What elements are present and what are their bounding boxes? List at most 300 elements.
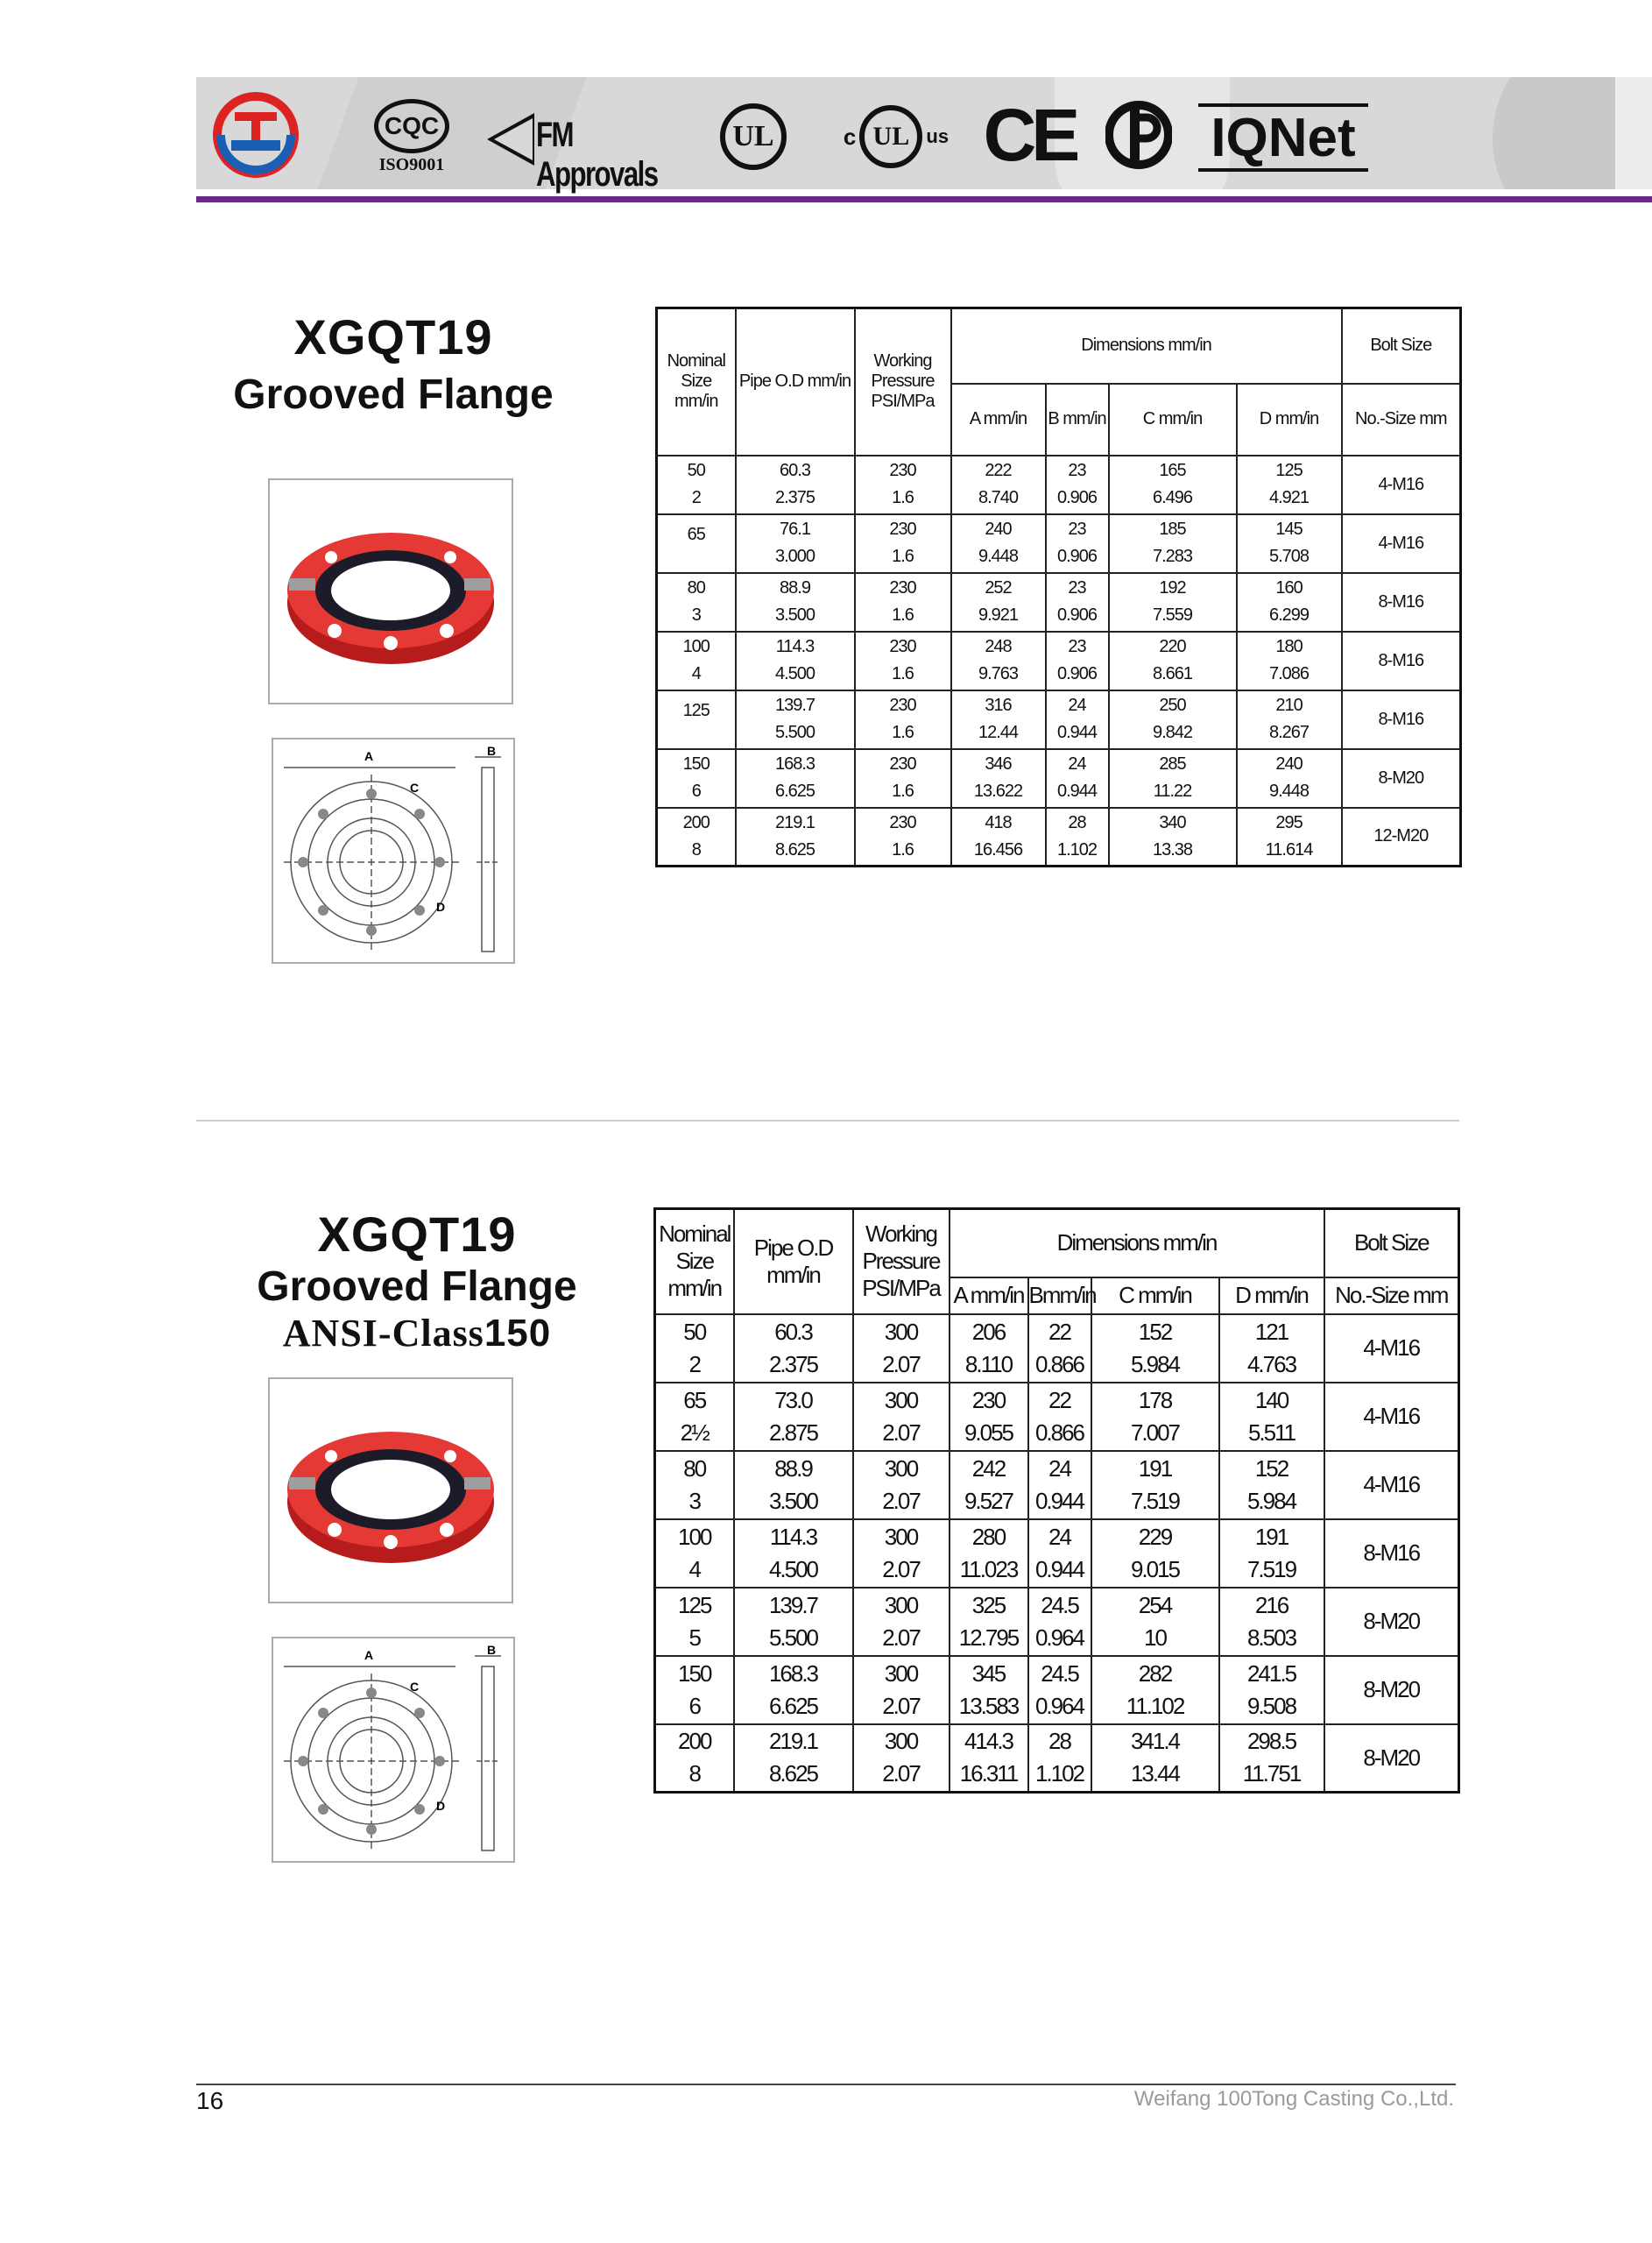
cell-value: 152 <box>1254 1454 1288 1482</box>
cell-c <box>1091 1314 1219 1383</box>
cell-value: 125 <box>1275 460 1303 480</box>
cell-value: 88.9 <box>780 577 810 598</box>
cell-value: 9.448 <box>1268 782 1310 802</box>
cell-wp <box>853 1451 950 1519</box>
cell-d <box>1219 1656 1324 1724</box>
cell-value: 230 <box>889 519 916 539</box>
cell-value: 5.511 <box>1247 1419 1295 1446</box>
cell-nom <box>657 690 736 749</box>
cell-value: 5.500 <box>768 1624 818 1651</box>
cul-us-label: us <box>926 125 950 147</box>
cell-value: 24.5 <box>1041 1591 1078 1618</box>
pc-mark-logo <box>1105 95 1172 175</box>
cul-c-label: c <box>843 123 857 150</box>
drawing-label-a: A <box>364 749 374 763</box>
header-pipe-od: Pipe O.D mm/in <box>734 1209 853 1314</box>
cell-value: 6 <box>688 1692 700 1719</box>
table-row <box>655 1314 1459 1383</box>
drawing-label-c: C <box>410 1680 420 1694</box>
cell-value: 9.921 <box>978 605 1019 626</box>
cell-nom <box>657 514 736 573</box>
cell-value: 8 <box>688 1760 700 1787</box>
header-dim-c: C mm/in <box>1109 384 1237 456</box>
cul-ul-label: UL <box>859 105 922 168</box>
cell-value: 3 <box>688 1487 700 1514</box>
cell-value: 414.3 <box>964 1728 1013 1755</box>
cell-b <box>1028 1519 1091 1588</box>
cell-wp <box>855 632 951 690</box>
cell-value: 341.4 <box>1130 1728 1180 1755</box>
cell-value: 140 <box>1254 1386 1288 1413</box>
cell-nom <box>655 1383 734 1451</box>
cell-od <box>736 456 855 514</box>
company-name: Weifang 100Tong Casting Co.,Ltd. <box>1133 2087 1454 2111</box>
cell-value: 65 <box>687 524 705 544</box>
cell-bolt: 8-M20 <box>1324 1588 1459 1656</box>
table-row <box>655 1451 1459 1519</box>
cell-value: 7.519 <box>1246 1555 1296 1582</box>
cell-value: 229 <box>1138 1523 1172 1550</box>
cell-b <box>1028 1656 1091 1724</box>
cell-c <box>1091 1588 1219 1656</box>
cell-value: 24 <box>1068 754 1086 774</box>
cell-value: 2.875 <box>768 1419 818 1446</box>
cell-value: 60.3 <box>774 1318 812 1345</box>
cell-value: 8.625 <box>774 840 815 860</box>
cell-b <box>1028 1724 1091 1793</box>
cell-nom <box>655 1519 734 1588</box>
section2-class-prefix: ANSI-Class <box>282 1312 484 1355</box>
section2-technical-drawing <box>272 1637 515 1863</box>
footer-rule <box>196 2084 1456 2085</box>
section1-model: XGQT19 <box>293 309 493 364</box>
section-divider <box>196 1120 1459 1122</box>
cell-value: 6 <box>691 782 701 802</box>
cell-wp <box>853 1656 950 1724</box>
iqnet-logo: IQNet <box>1198 103 1368 172</box>
cell-value: 0.906 <box>1056 547 1098 567</box>
cell-c <box>1109 749 1237 808</box>
cell-value: 13.622 <box>973 782 1023 802</box>
cell-bolt: 4-M16 <box>1324 1451 1459 1519</box>
cell-wp <box>853 1588 950 1656</box>
cell-nom <box>655 1656 734 1724</box>
cell-value: 28 <box>1048 1728 1070 1755</box>
cell-od <box>734 1383 853 1451</box>
cell-value: 76.1 <box>780 519 810 539</box>
cell-value: 168.3 <box>774 754 815 774</box>
cell-c <box>1109 808 1237 867</box>
header-pipe-od: Pipe O.D mm/in <box>736 308 855 456</box>
cell-value: 242 <box>971 1454 1006 1482</box>
cell-wp <box>853 1724 950 1793</box>
cell-value: 139.7 <box>774 695 815 715</box>
cell-wp <box>855 456 951 514</box>
cell-value: 11.614 <box>1265 840 1313 860</box>
cell-value: 0.906 <box>1056 488 1098 508</box>
cell-value: 1.6 <box>892 840 914 860</box>
table-row <box>657 514 1461 573</box>
cell-nom <box>657 808 736 867</box>
cell-a <box>950 1314 1028 1383</box>
cell-a <box>950 1519 1028 1588</box>
header-dim-d: D mm/in <box>1219 1277 1324 1314</box>
cell-value: 4.921 <box>1268 488 1310 508</box>
cell-value: 219.1 <box>774 812 815 832</box>
cell-value: 192 <box>1159 577 1186 598</box>
cell-od <box>734 1519 853 1588</box>
cell-bolt: 8-M20 <box>1324 1724 1459 1793</box>
cell-value: 1.102 <box>1034 1760 1084 1787</box>
cell-value: 24 <box>1068 695 1086 715</box>
cell-value: 28 <box>1068 812 1086 832</box>
section2-spec-table <box>653 1207 1460 1794</box>
cell-a <box>950 1656 1028 1724</box>
cell-value: 0.866 <box>1034 1419 1084 1446</box>
cell-value: 280 <box>971 1523 1006 1550</box>
drawing-label-d: D <box>436 1799 446 1813</box>
cell-value: 282 <box>1138 1659 1172 1687</box>
cell-value: 1.6 <box>892 782 914 802</box>
cell-value: 7.007 <box>1130 1419 1180 1446</box>
cell-value: 8.267 <box>1268 723 1310 743</box>
cell-value: 139.7 <box>768 1591 818 1618</box>
header-nominal-size: Nominal Size mm/in <box>655 1209 734 1314</box>
cell-value: 3.500 <box>774 605 815 626</box>
cell-d <box>1219 1451 1324 1519</box>
cell-od <box>736 514 855 573</box>
cell-value: 73.0 <box>774 1386 812 1413</box>
cell-value: 16.456 <box>973 840 1023 860</box>
table-row <box>657 573 1461 632</box>
cell-value: 300 <box>884 1386 918 1413</box>
cell-value: 5.500 <box>774 723 815 743</box>
cell-d <box>1237 749 1342 808</box>
cell-value: 6.625 <box>774 782 815 802</box>
cell-d <box>1219 1724 1324 1793</box>
cell-value: 300 <box>884 1728 918 1755</box>
section2-product-photo <box>268 1377 513 1603</box>
cell-value: 16.311 <box>959 1760 1018 1787</box>
cell-d <box>1237 514 1342 573</box>
table-row <box>657 456 1461 514</box>
cell-value: 24 <box>1048 1454 1070 1482</box>
cell-d <box>1237 456 1342 514</box>
cell-b <box>1046 573 1109 632</box>
cell-value: 185 <box>1159 519 1186 539</box>
cell-value: 0.906 <box>1056 605 1098 626</box>
cell-value: 7.283 <box>1152 547 1193 567</box>
cell-value: 222 <box>985 460 1012 480</box>
cell-value: 230 <box>971 1386 1006 1413</box>
section2-product-name: Grooved Flange <box>257 1263 577 1310</box>
cell-c <box>1091 1724 1219 1793</box>
cell-value: 9.842 <box>1152 723 1193 743</box>
cell-value: 7.559 <box>1152 605 1193 626</box>
cell-bolt: 8-M20 <box>1324 1656 1459 1724</box>
cell-value: 160 <box>1275 577 1303 598</box>
cell-value: 0.944 <box>1056 782 1098 802</box>
cell-value: 50 <box>687 460 705 480</box>
cqc-iso-logo <box>359 95 464 179</box>
cell-bolt: 8-M16 <box>1324 1519 1459 1588</box>
cell-value: 4.763 <box>1246 1350 1296 1377</box>
cell-value: 23 <box>1068 636 1086 656</box>
cell-value: 121 <box>1254 1318 1288 1345</box>
cell-value: 5 <box>688 1624 700 1651</box>
cell-value: 23 <box>1068 460 1086 480</box>
iso-label: ISO9001 <box>378 154 445 174</box>
header-working-pressure: Working Pressure PSI/MPa <box>853 1209 950 1314</box>
cell-d <box>1237 690 1342 749</box>
cell-value: 240 <box>985 519 1012 539</box>
table-row <box>655 1588 1459 1656</box>
cell-od <box>736 749 855 808</box>
cell-a <box>951 456 1046 514</box>
cell-od <box>736 690 855 749</box>
cell-value: 300 <box>884 1454 918 1482</box>
cell-b <box>1028 1314 1091 1383</box>
cell-value: 2 <box>688 1350 700 1377</box>
cell-wp <box>855 514 951 573</box>
cell-a <box>951 573 1046 632</box>
section1-spec-table <box>655 307 1462 867</box>
cell-value: 2.375 <box>768 1350 818 1377</box>
cell-value: 152 <box>1138 1318 1172 1345</box>
cell-wp <box>853 1383 950 1451</box>
cell-od <box>736 632 855 690</box>
header-dim-d: D mm/in <box>1237 384 1342 456</box>
section1-product-name: Grooved Flange <box>233 371 554 418</box>
table-row <box>655 1724 1459 1793</box>
cell-value: 6.299 <box>1268 605 1310 626</box>
cell-d <box>1219 1383 1324 1451</box>
cell-d <box>1237 632 1342 690</box>
cell-value: 11.22 <box>1153 782 1192 802</box>
ce-mark-logo: CE <box>983 93 1076 176</box>
header-rule <box>196 196 1652 202</box>
cell-a <box>951 690 1046 749</box>
cell-a <box>950 1724 1028 1793</box>
cell-value: 60.3 <box>780 460 810 480</box>
cell-value: 22 <box>1048 1386 1070 1413</box>
cell-od <box>734 1314 853 1383</box>
cell-value: 316 <box>985 695 1012 715</box>
header-bolt-sub: No.-Size mm <box>1324 1277 1459 1314</box>
cell-value: 8.661 <box>1152 664 1193 684</box>
cell-value: 5.708 <box>1268 547 1310 567</box>
cell-value: 295 <box>1275 812 1303 832</box>
cell-value: 80 <box>687 577 705 598</box>
cell-value: 6.496 <box>1152 488 1193 508</box>
cell-nom <box>657 456 736 514</box>
cell-value: 3.500 <box>768 1487 818 1514</box>
cell-nom <box>657 749 736 808</box>
cell-value: 88.9 <box>774 1454 812 1482</box>
cell-value: 65 <box>683 1386 706 1413</box>
header-dim-b: B mm/in <box>1046 384 1109 456</box>
cell-value: 2.07 <box>882 1350 920 1377</box>
cell-value: 346 <box>985 754 1012 774</box>
cell-c <box>1109 456 1237 514</box>
header-dim-b: Bmm/in <box>1028 1277 1091 1314</box>
cell-value: 22 <box>1048 1318 1070 1345</box>
header-dim-a: A mm/in <box>951 384 1046 456</box>
cell-bolt: 8-M16 <box>1342 690 1461 749</box>
cell-bolt: 4-M16 <box>1342 514 1461 573</box>
cell-d <box>1219 1588 1324 1656</box>
cell-wp <box>855 749 951 808</box>
cell-value: 12.44 <box>978 723 1019 743</box>
cell-value: 0.944 <box>1034 1555 1084 1582</box>
cell-od <box>734 1451 853 1519</box>
drawing-label-b: B <box>487 1643 497 1657</box>
cell-value: 285 <box>1159 754 1186 774</box>
cell-value: 345 <box>971 1659 1006 1687</box>
cell-value: 24 <box>1048 1523 1070 1550</box>
cell-value: 0.866 <box>1034 1350 1084 1377</box>
cell-value: 1.6 <box>892 547 914 567</box>
cell-value: 4.500 <box>768 1555 818 1582</box>
cell-value: 1.6 <box>892 488 914 508</box>
cell-value: 9.448 <box>978 547 1019 567</box>
table-row <box>657 749 1461 808</box>
cell-c <box>1091 1451 1219 1519</box>
cell-b <box>1028 1588 1091 1656</box>
cell-c <box>1109 514 1237 573</box>
cell-value: 114.3 <box>775 636 815 656</box>
drawing-label-c: C <box>410 781 420 795</box>
cell-value: 7.086 <box>1268 664 1310 684</box>
cell-bolt: 12-M20 <box>1342 808 1461 867</box>
table-row <box>655 1519 1459 1588</box>
cell-value: 11.102 <box>1126 1692 1184 1719</box>
cell-value: 9.763 <box>978 664 1019 684</box>
cell-value: 0.944 <box>1056 723 1098 743</box>
cell-value: 12.795 <box>958 1624 1019 1651</box>
cell-value: 300 <box>884 1318 918 1345</box>
table-row <box>655 1383 1459 1451</box>
cell-od <box>734 1588 853 1656</box>
cell-value: 300 <box>884 1591 918 1618</box>
cell-value: 1.102 <box>1056 840 1098 860</box>
cell-value: 240 <box>1275 754 1303 774</box>
cell-value: 3.000 <box>774 547 815 567</box>
cell-b <box>1046 456 1109 514</box>
cell-wp <box>855 690 951 749</box>
header-bolt-sub: No.-Size mm <box>1342 384 1461 456</box>
cell-c <box>1109 632 1237 690</box>
table-row <box>657 690 1461 749</box>
cqc-globe-icon: CQC <box>374 99 449 153</box>
cell-value: 2 <box>691 488 701 508</box>
cell-value: 230 <box>889 812 916 832</box>
cell-value: 0.906 <box>1056 664 1098 684</box>
cell-value: 241.5 <box>1246 1659 1296 1687</box>
cell-value: 100 <box>682 636 710 656</box>
cell-value: 1.6 <box>892 723 914 743</box>
section1-title <box>205 308 582 419</box>
cell-bolt: 4-M16 <box>1324 1383 1459 1451</box>
cell-d <box>1219 1519 1324 1588</box>
cell-wp <box>853 1519 950 1588</box>
cell-bolt: 8-M16 <box>1342 573 1461 632</box>
fm-approvals-logo <box>487 105 697 194</box>
cell-value: 200 <box>678 1728 711 1755</box>
cell-bolt: 8-M20 <box>1342 749 1461 808</box>
cell-nom <box>655 1314 734 1383</box>
cell-value: 2.07 <box>882 1624 920 1651</box>
cell-value: 24.5 <box>1041 1659 1078 1687</box>
cell-b <box>1046 749 1109 808</box>
ul-logo: UL <box>720 103 787 170</box>
cell-value: 4 <box>691 664 701 684</box>
cell-wp <box>853 1314 950 1383</box>
cell-bolt: 4-M16 <box>1342 456 1461 514</box>
cell-c <box>1091 1383 1219 1451</box>
drawing-label-a: A <box>364 1648 374 1662</box>
cell-value: 6.625 <box>768 1692 818 1719</box>
header-dim-c: C mm/in <box>1091 1277 1219 1314</box>
cell-value: 180 <box>1275 636 1303 656</box>
cul-us-logo <box>839 98 953 175</box>
cell-value: 2.07 <box>882 1555 920 1582</box>
cell-value: 7.519 <box>1130 1487 1180 1514</box>
cell-value: 0.964 <box>1034 1624 1084 1651</box>
cell-value: 230 <box>889 754 916 774</box>
section2-model: XGQT19 <box>317 1206 517 1262</box>
section2-class <box>205 1311 629 1355</box>
header-dimensions: Dimensions mm/in <box>951 308 1342 384</box>
cell-od <box>736 573 855 632</box>
cell-a <box>951 749 1046 808</box>
cell-a <box>950 1588 1028 1656</box>
cell-value: 4.500 <box>774 664 815 684</box>
cell-value: 125 <box>678 1591 711 1618</box>
cell-value: 0.944 <box>1034 1487 1084 1514</box>
cell-value: 248 <box>985 636 1012 656</box>
cell-value: 8 <box>691 840 701 860</box>
cell-nom <box>655 1451 734 1519</box>
cell-value: 216 <box>1254 1591 1288 1618</box>
cell-value: 230 <box>889 460 916 480</box>
drawing-label-b: B <box>487 744 497 758</box>
cell-value: 13.583 <box>958 1692 1019 1719</box>
cell-value: 2.07 <box>882 1760 920 1787</box>
cell-od <box>734 1724 853 1793</box>
cell-value: 9.015 <box>1130 1555 1180 1582</box>
cell-value: 9.055 <box>964 1419 1013 1446</box>
cell-value: 0.964 <box>1034 1692 1084 1719</box>
cell-value: 8.740 <box>978 488 1019 508</box>
cell-value: 191 <box>1138 1454 1172 1482</box>
section2-title <box>205 1206 629 1355</box>
cell-value: 2½ <box>680 1419 709 1446</box>
cell-value: 125 <box>682 700 710 720</box>
cell-value: 191 <box>1254 1523 1288 1550</box>
drawing-label-d: D <box>436 900 446 914</box>
cell-nom <box>655 1724 734 1793</box>
cell-value: 2.07 <box>882 1419 920 1446</box>
cell-d <box>1237 808 1342 867</box>
cell-value: 220 <box>1159 636 1186 656</box>
cell-value: 50 <box>683 1318 706 1345</box>
section2-class-number: 150 <box>484 1312 552 1355</box>
cell-value: 5.984 <box>1130 1350 1180 1377</box>
cell-a <box>951 632 1046 690</box>
cell-value: 200 <box>682 812 710 832</box>
table-row <box>655 1656 1459 1724</box>
